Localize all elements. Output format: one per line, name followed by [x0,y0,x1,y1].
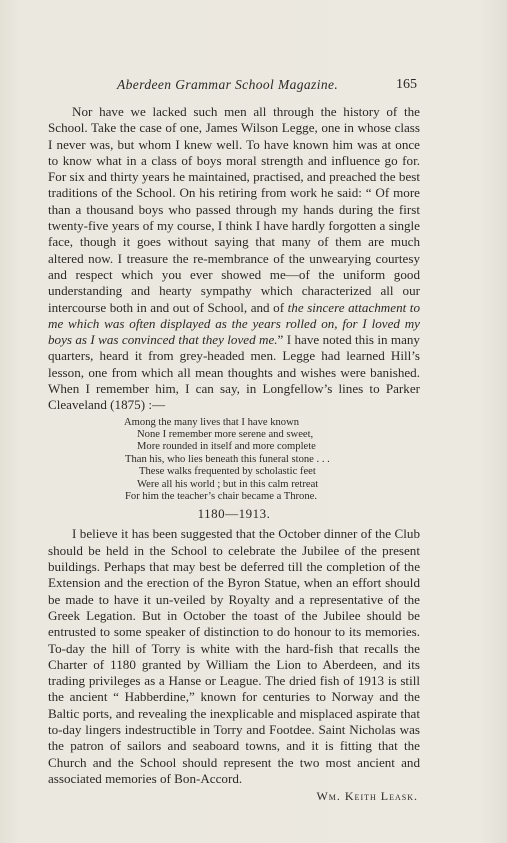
verse-line: Were all his world ; but in this calm retreat [137,478,319,490]
section-heading: 1180—1913. [197,506,271,522]
paragraph-1 [48,104,420,414]
running-head: Aberdeen Grammar School Magazine. [117,77,339,92]
verse-line: None I remember more serene and sweet, [137,429,314,441]
verse-line: More rounded in itself and more complete [137,441,316,453]
verse-line: Than his, who lies beneath this funeral stone . . . [125,453,330,465]
page-header [0,77,507,97]
paragraph-1-text-end: ” I have noted this in many quarters, heard it from grey-headed men. Legge had learned Hill’s lesson, one from which all mean thoughts and wishes were banished. When I remember him, I can say, in Longfellow’s lines to Parker Cleaveland (1875) :— [48,332,420,413]
author-signature: Wm. Keith Leask. [316,789,418,804]
article-body [48,104,420,804]
verse-quotation [48,417,420,504]
page-number: 165 [396,77,417,92]
paragraph-1-text: Nor have we lacked such men all through the history of the School. Take the case of one, James Wilson Legge, one in whose class I never was, but whom I knew well. To have known him was at once to know what in a class of boys moral strength and influence go for. For six and thirty years he maintained, practised, and preached the best traditions of the School. On his retiring from work he said: “ Of more than a thousand boys who passed through my hands during the first twenty-five years of my course, I think I have hardly forgotten a single face, though it goes without saying that many of them are much altered now. I treasure the re-membrance of the unwearying courtesy and respect which you ever showed me—of the uniform good understanding and hearty sympathy which characterized all our intercourse both in and out of School, and of [48,104,420,315]
paragraph-2: I believe it has been suggested that the October dinner of the Club should be held in the School to celebrate the Jubilee of the present buildings. Perhaps that may best be deferred till the completion of the Extension and the erection of the Byron Statue, when an effort should be made to have it un-veiled by Royalty and a representative of the Greek Legation. But in October the toast of the Jubilee should be entrusted to some speaker of distinction to do honour to its memories. To-day the hill of Torry is white with the hard-fish that recalls the Charter of 1180 granted by William the Lion to Aberdeen, and its trading privileges as a Hanse or League. The dried fish of 1913 is still the ancient “ Habberdine,” known for centuries to Norway and the Baltic ports, and revealing the inexplicable and misplaced aspirate that to-day lingers indestructible in Torry and Footdee. Saint Nicholas was the patron of sailors and seaboard towns, and it is fitting that the Church and the School should represent the two most ancient and associated memories of Bon-Accord. [48,526,420,786]
verse-line: These walks frequented by scholastic feet [139,466,316,478]
verse-line: Among the many lives that I have known [124,416,300,428]
verse-line: For him the teacher’s chair became a Throne. [125,491,317,503]
paragraph-1-italic-quote: the sincere attachment to me which was often displayed as the years rolled on, for I loved my boys as I was convinced that they loved me. [48,299,420,348]
